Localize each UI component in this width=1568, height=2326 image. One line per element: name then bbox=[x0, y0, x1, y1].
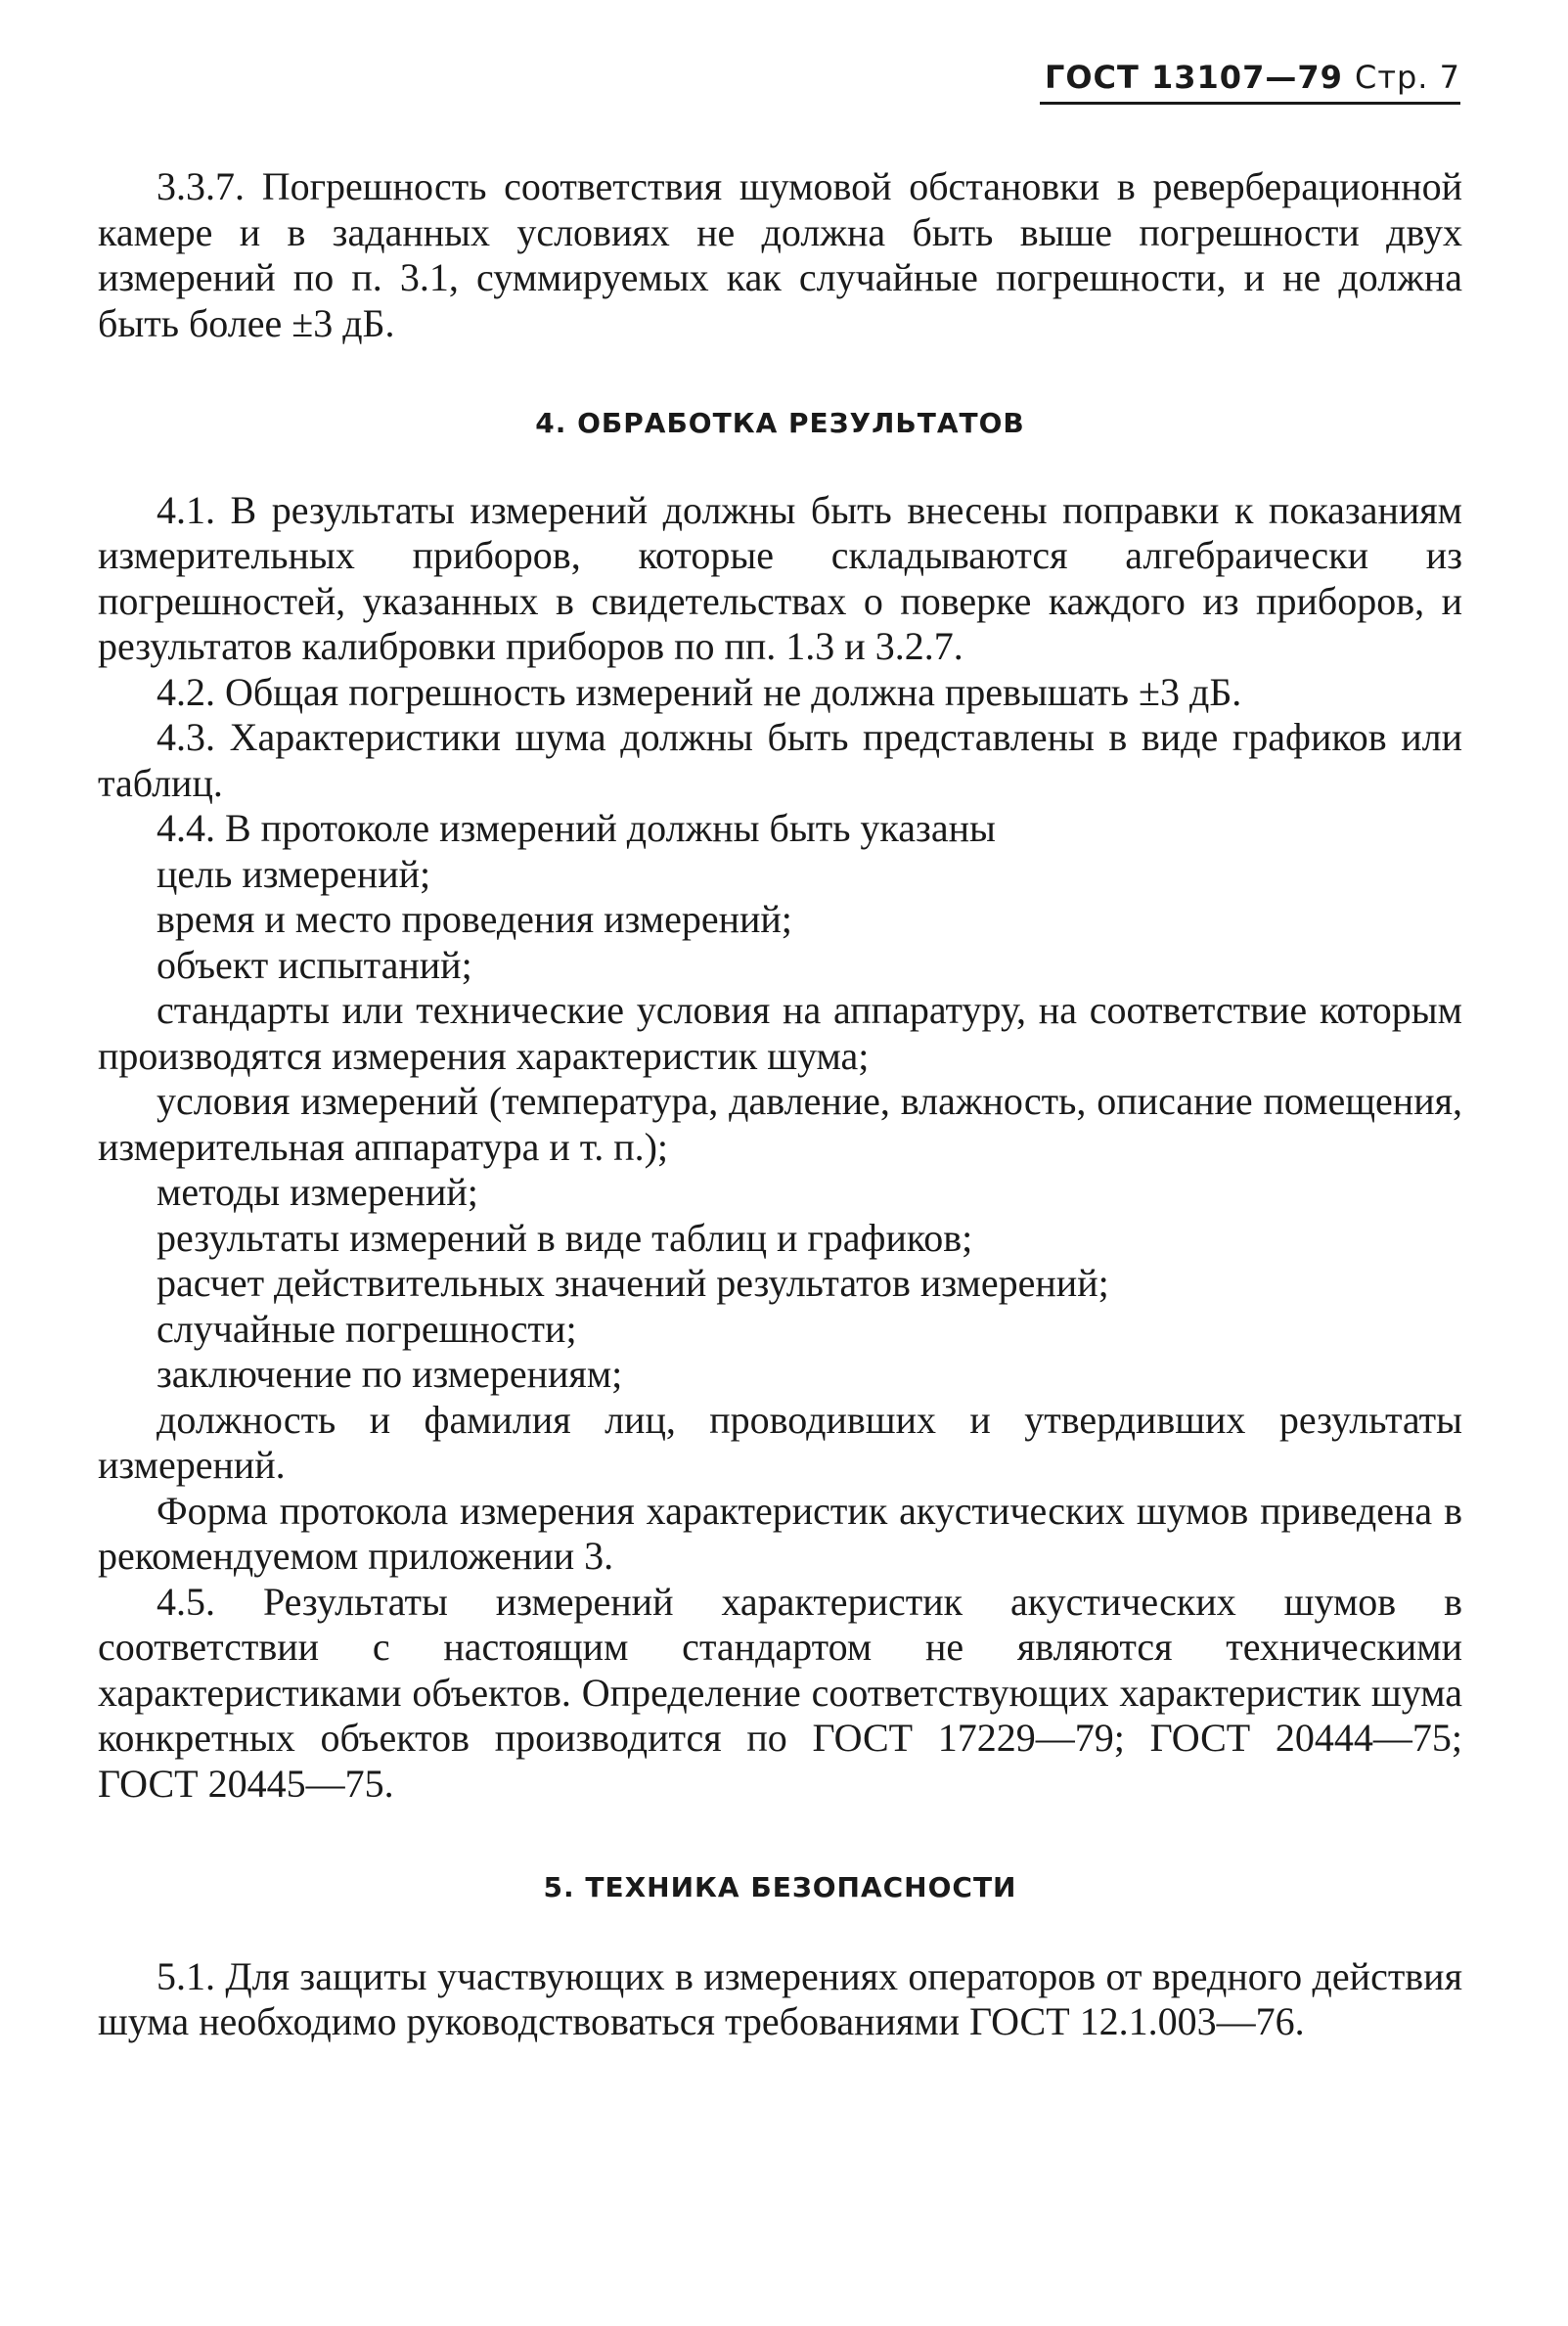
running-header bbox=[1040, 59, 1460, 105]
paragraph-4-5: 4.5. Результаты измерений характеристик акустических шумов в соответствии с настоящим стандартом не являются техническими характеристиками объектов. Определение соответствующих характеристик шума конкретных объектов производится по ГОСТ 17229—79; ГОСТ 20444—75; ГОСТ 20445—75. bbox=[98, 1579, 1462, 1806]
paragraph-5-1: 5.1. Для защиты участвующих в измерениях операторов от вредного действия шума необходимо руководствоваться требованиями ГОСТ 12.1.003—76. bbox=[98, 1953, 1462, 2043]
header-text bbox=[1040, 59, 1460, 96]
page-body bbox=[98, 164, 1462, 2045]
list-item: стандарты или технические условия на аппаратуру, на соответствие которым производятся измерения характеристик шума; bbox=[98, 988, 1462, 1078]
section-4 bbox=[98, 346, 1462, 1807]
paragraph-4-4: 4.4. В протоколе измерений должны быть указаны bbox=[157, 806, 996, 850]
list-item: результаты измерений в виде таблиц и графиков; bbox=[157, 1215, 973, 1260]
paragraph-4-1: 4.1. В результаты измерений должны быть внесены поправки к показаниям измерительных приборов, которые складываются алгебраически из погрешностей, указанных в свидетельствах о поверке каждого из приборов, и результатов калибровки приборов по пп. 1.3 и 3.2.7. bbox=[98, 487, 1462, 668]
list-item: должность и фамилия лиц, проводивших и утвердивших результаты измерений. bbox=[98, 1397, 1462, 1487]
paragraph-3-3-7: 3.3.7. Погрешность соответствия шумовой обстановки в реверберационной камере и в заданных условиях не должна быть выше погрешности двух измерений по п. 3.1, суммируемых как случайные погрешности, и не должна быть более ±3 дБ. bbox=[98, 164, 1462, 345]
page-label: Стр. 7 bbox=[1355, 59, 1460, 96]
section-4-title: 4. ОБРАБОТКА РЕЗУЛЬТАТОВ bbox=[535, 407, 1025, 439]
protocol-requirements-list bbox=[98, 852, 1462, 1489]
paragraph-4-2: 4.2. Общая погрешность измерений не должна превышать ±3 дБ. bbox=[157, 669, 1242, 714]
paragraph-4-3: 4.3. Характеристики шума должны быть представлены в виде графиков или таблиц. bbox=[98, 715, 1462, 805]
section-5-title: 5. ТЕХНИКА БЕЗОПАСНОСТИ bbox=[543, 1871, 1017, 1903]
list-item: случайные погрешности; bbox=[157, 1306, 577, 1351]
list-item: цель измерений; bbox=[157, 851, 431, 896]
list-item: время и место проведения измерений; bbox=[157, 897, 792, 941]
section-5 bbox=[98, 1807, 1462, 2045]
header-rule bbox=[1040, 102, 1460, 105]
doc-id: ГОСТ 13107—79 bbox=[1044, 59, 1343, 96]
list-item: расчет действительных значений результатов измерений; bbox=[157, 1261, 1109, 1305]
paragraph-4-4-form: Форма протокола измерения характеристик акустических шумов приведена в рекомендуемом приложении 3. bbox=[98, 1488, 1462, 1578]
list-item: заключение по измерениям; bbox=[157, 1352, 623, 1396]
list-item: методы измерений; bbox=[157, 1170, 478, 1214]
list-item: объект испытаний; bbox=[157, 942, 472, 987]
list-item: условия измерений (температура, давление, влажность, описание помещения, измерительная аппаратура и т. п.); bbox=[98, 1079, 1462, 1169]
